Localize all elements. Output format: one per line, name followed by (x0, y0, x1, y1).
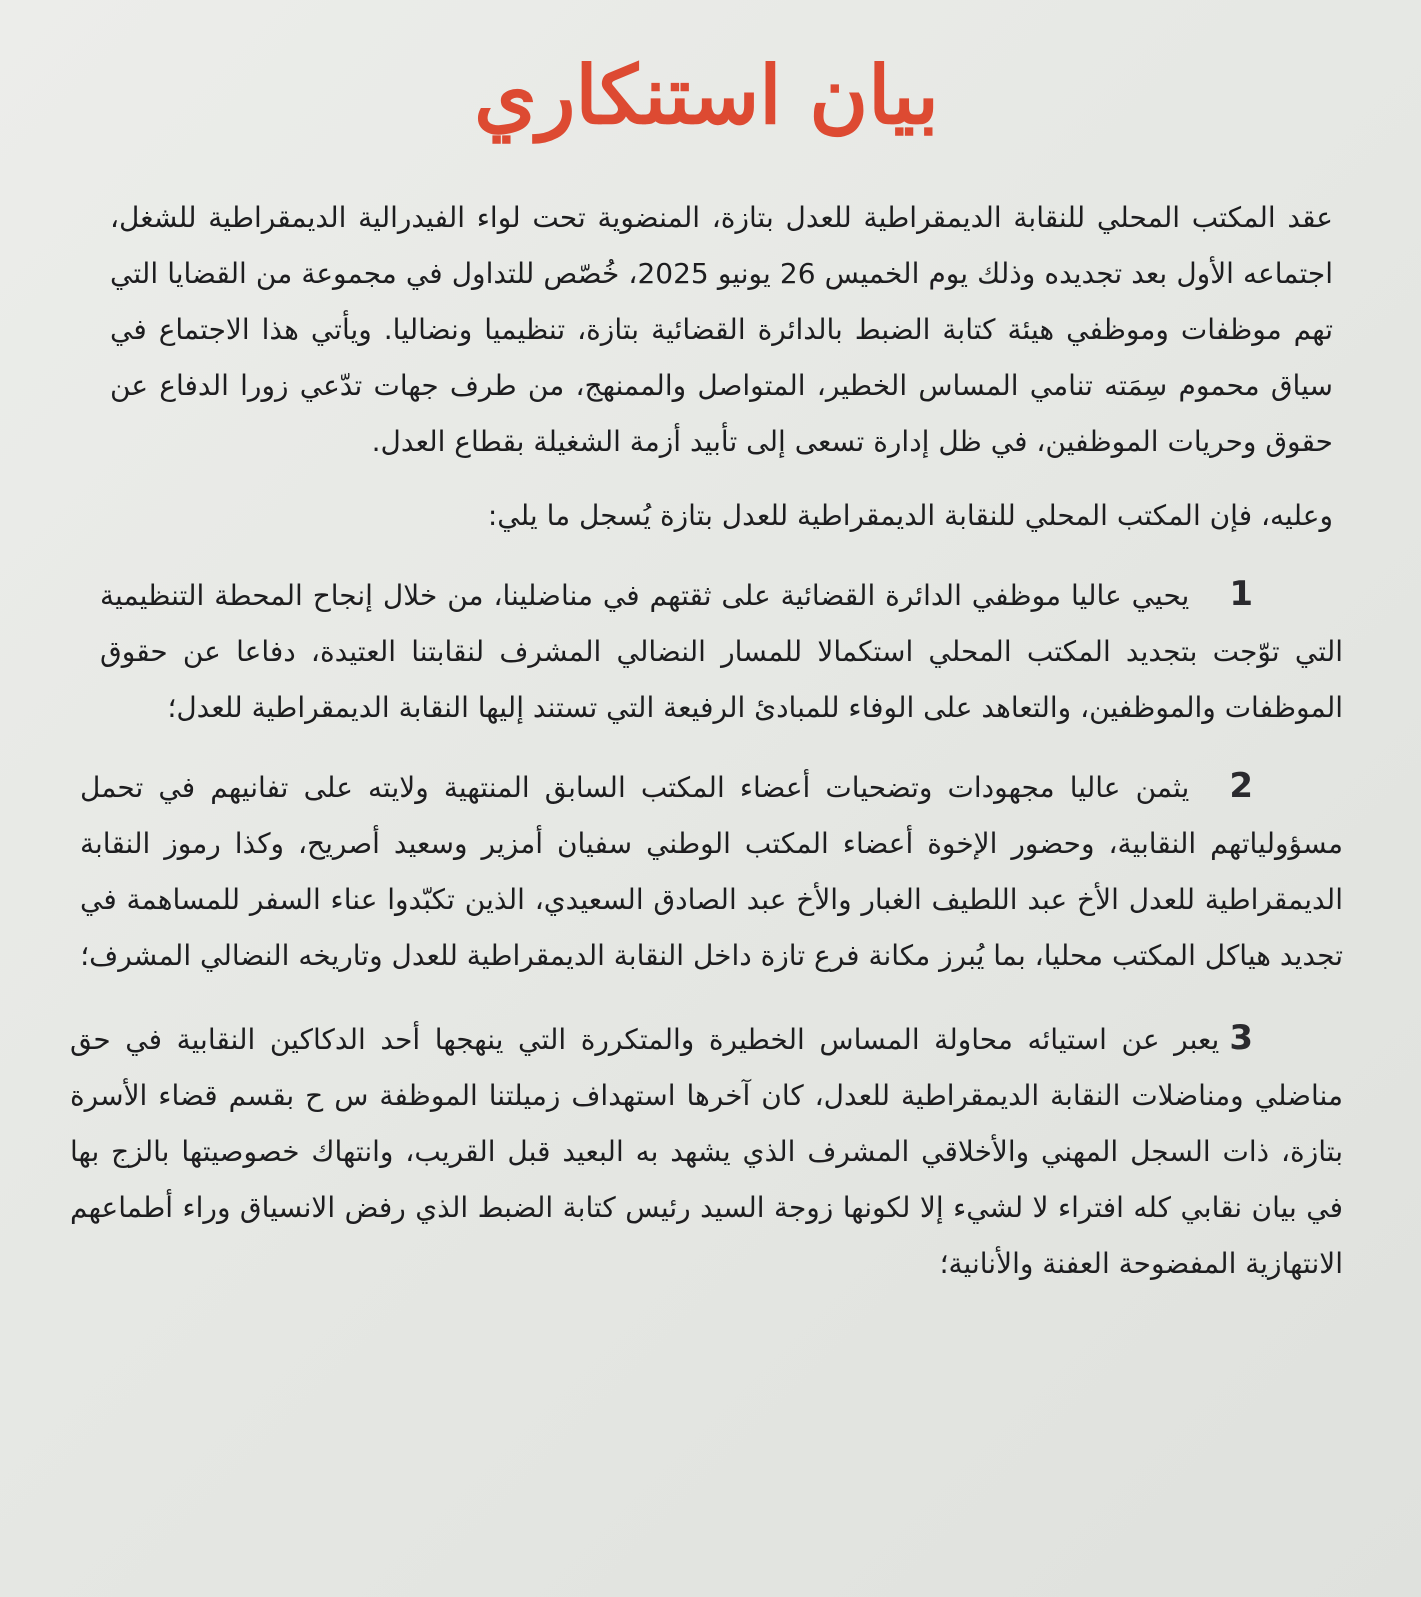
list-item (70, 1010, 1343, 1292)
item-number: 2 (1229, 766, 1253, 806)
item-number: 3 (1229, 1018, 1253, 1058)
document-title: بيان استنكاري (474, 48, 939, 142)
resolution-line: وعليه، فإن المكتب المحلي للنقابة الديمقراطية للعدل بتازة يُسجل ما يلي: (487, 499, 1333, 532)
item-text: يعبر عن استيائه محاولة المساس الخطيرة والمتكررة التي ينهجها أحد الدكاكين النقابية في حق مناضلي ومناضلات النقابة الديمقراطية للعدل، كان آخرها استهداف زميلتنا الموظفة س ح بقسم قضاء الأسرة بتازة، ذات السجل المهني والأخلاقي المشرف الذي يشهد به البعيد قبل القريب، وانتهاك خصوصيتها بالزج بها في بيان نقابي كله افتراء لا لشيء إلا لكونها زوجة السيد رئيس كتابة الضبط الذي رفض الانسياق وراء أطماعهم الانتهازية المفضوحة العفنة والأنانية؛ (70, 1023, 1343, 1280)
item-number: 1 (1229, 574, 1253, 614)
intro-paragraph: عقد المكتب المحلي للنقابة الديمقراطية للعدل بتازة، المنضوية تحت لواء الفيدرالية الديمقراطية للشغل، اجتماعه الأول بعد تجديده وذلك يوم الخميس 26 يونيو 2025، خُصّص للتداول في مجموعة من القضايا التي تهم موظفات وموظفي هيئة كتابة الضبط بالدائرة القضائية بتازة، تنظيميا ونضاليا. ويأتي هذا الاجتماع في سياق محموم سِمَته تنامي المساس الخطير، المتواصل والممنهج، من طرف جهات تدّعي زورا الدفاع عن حقوق وحريات الموظفين، في ظل إدارة تسعى إلى تأبيد أزمة الشغيلة بقطاع العدل. (110, 201, 1334, 458)
list-item (70, 566, 1343, 736)
item-text: يحيي عاليا موظفي الدائرة القضائية على ثقتهم في مناضلينا، من خلال إنجاح المحطة التنظيمية التي توّجت بتجديد المكتب المحلي استكمالا للمسار النضالي المشرف لنقابتنا العتيدة، دفاعا عن حقوق الموظفات والموظفين، والتعاهد على الوفاء للمبادئ الرفيعة التي تستند إليها النقابة الديمقراطية للعدل؛ (100, 579, 1343, 724)
item-text: يثمن عاليا مجهودات وتضحيات أعضاء المكتب السابق المنتهية ولايته على تفانيهم في تحمل مسؤولياتهم النقابية، وحضور الإخوة أعضاء المكتب الوطني سفيان أمزير وسعيد أصريح، وكذا رموز النقابة الديمقراطية للعدل الأخ عبد اللطيف الغبار والأخ عبد الصادق السعيدي، الذين تكبّدوا عناء السفر للمساهمة في تجديد هياكل المكتب محليا، بما يُبرز مكانة فرع تازة داخل النقابة الديمقراطية للعدل وتاريخه النضالي المشرف؛ (80, 771, 1343, 972)
list-item (70, 758, 1343, 984)
